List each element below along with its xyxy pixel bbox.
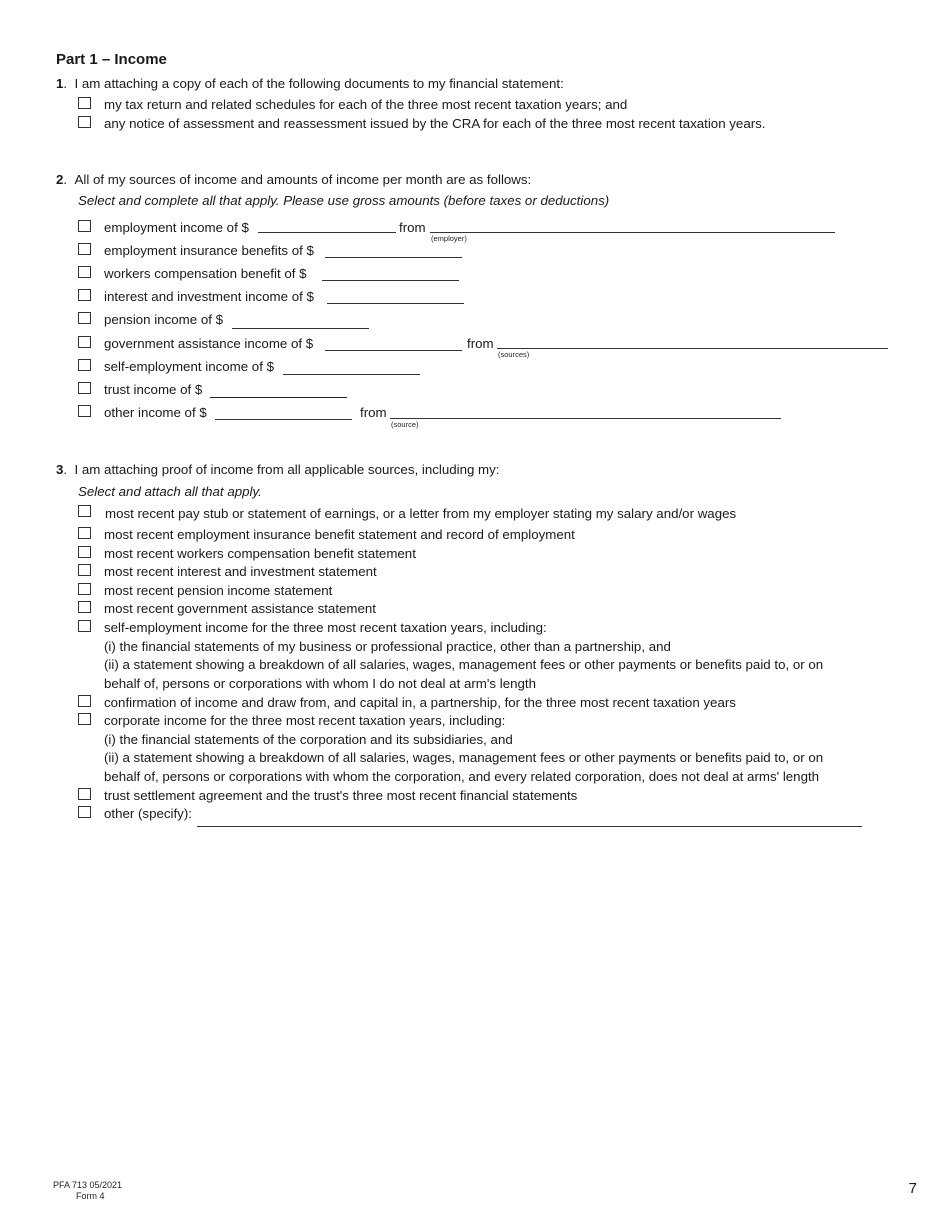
question-1: 1. I am attaching a copy of each of the following documents to my financial statement: bbox=[56, 76, 564, 91]
checkbox-workers-compensation[interactable] bbox=[78, 266, 91, 278]
checkbox-self-employment-income[interactable] bbox=[78, 359, 91, 371]
question-number: 1 bbox=[56, 76, 64, 91]
option-label: other (specify): bbox=[104, 806, 192, 821]
checkbox-government-assistance[interactable] bbox=[78, 336, 91, 348]
checkbox-trust-settlement[interactable] bbox=[78, 788, 91, 800]
sub-item: (ii) a statement showing a breakdown of all salaries, wages, management fees or other payments or benefits paid to, or on bbox=[104, 657, 824, 672]
employment-insurance-amount-field[interactable] bbox=[325, 257, 462, 258]
other-income-amount-field[interactable] bbox=[215, 419, 352, 420]
income-label: trust income of $ bbox=[104, 382, 203, 397]
income-label: interest and investment income of $ bbox=[104, 289, 314, 304]
from-label: from bbox=[467, 336, 494, 351]
page-number: 7 bbox=[908, 1180, 917, 1197]
checkbox-workers-comp-statement[interactable] bbox=[78, 546, 91, 558]
question-text: All of my sources of income and amounts of income per month are as follows: bbox=[74, 172, 532, 187]
sub-item: (ii) a statement showing a breakdown of all salaries, wages, management fees or other payments or benefits paid to, or on bbox=[104, 750, 824, 765]
option-label: any notice of assessment and reassessment issued by the CRA for each of the three most recent taxation years. bbox=[104, 116, 766, 131]
sub-item: (i) the financial statements of my business or professional practice, other than a partnership, and bbox=[104, 639, 671, 654]
checkbox-pay-stub[interactable] bbox=[78, 505, 91, 517]
option-label: most recent pension income statement bbox=[104, 583, 333, 598]
option-label: confirmation of income and draw from, and capital in, a partnership, for the three most recent taxation years bbox=[104, 695, 736, 710]
employer-field[interactable] bbox=[430, 232, 835, 233]
option-label: self-employment income for the three most recent taxation years, including: bbox=[104, 620, 547, 635]
checkbox-other-income[interactable] bbox=[78, 405, 91, 417]
instruction-text: Select and complete all that apply. Please use gross amounts (before taxes or deductions) bbox=[78, 193, 610, 208]
income-label: self-employment income of $ bbox=[104, 359, 274, 374]
checkbox-interest-investment[interactable] bbox=[78, 289, 91, 301]
question-number: 3 bbox=[56, 462, 64, 477]
checkbox-other-specify[interactable] bbox=[78, 806, 91, 818]
source-field[interactable] bbox=[390, 418, 781, 419]
workers-compensation-amount-field[interactable] bbox=[322, 280, 459, 281]
question-number: 2 bbox=[56, 172, 64, 187]
question-2: 2. All of my sources of income and amounts of income per month are as follows: bbox=[56, 172, 532, 187]
option-label: most recent interest and investment statement bbox=[104, 564, 377, 579]
field-caption: (source) bbox=[391, 420, 419, 429]
income-label: pension income of $ bbox=[104, 312, 224, 327]
sources-field[interactable] bbox=[497, 348, 888, 349]
checkbox-employment-insurance[interactable] bbox=[78, 243, 91, 255]
checkbox-partnership-confirmation[interactable] bbox=[78, 695, 91, 707]
question-3: 3. I am attaching proof of income from all applicable sources, including my: bbox=[56, 462, 500, 477]
checkbox-corporate-income[interactable] bbox=[78, 713, 91, 725]
option-label: most recent workers compensation benefit statement bbox=[104, 546, 416, 561]
checkbox-government-assistance-statement[interactable] bbox=[78, 601, 91, 613]
option-label: trust settlement agreement and the trust's three most recent financial statements bbox=[104, 788, 578, 803]
pension-income-amount-field[interactable] bbox=[232, 328, 369, 329]
sub-item: (i) the financial statements of the corporation and its subsidiaries, and bbox=[104, 732, 513, 747]
from-label: from bbox=[399, 220, 426, 235]
option-label: most recent employment insurance benefit statement and record of employment bbox=[104, 527, 575, 542]
part-title: Part 1 – Income bbox=[56, 51, 167, 68]
checkbox-interest-statement[interactable] bbox=[78, 564, 91, 576]
income-label: government assistance income of $ bbox=[104, 336, 314, 351]
checkbox-pension-statement[interactable] bbox=[78, 583, 91, 595]
other-specify-field[interactable] bbox=[197, 826, 862, 827]
checkbox-ei-statement[interactable] bbox=[78, 527, 91, 539]
checkbox-notice-of-assessment[interactable] bbox=[78, 116, 91, 128]
interest-investment-amount-field[interactable] bbox=[327, 303, 464, 304]
employment-income-amount-field[interactable] bbox=[258, 232, 396, 233]
from-label: from bbox=[360, 405, 387, 420]
option-label: my tax return and related schedules for each of the three most recent taxation years; and bbox=[104, 97, 628, 112]
government-assistance-amount-field[interactable] bbox=[325, 350, 462, 351]
question-text: I am attaching proof of income from all applicable sources, including my: bbox=[74, 462, 500, 477]
sub-item: behalf of, persons or corporations with whom the corporation, and every related corporation, does not deal at arms' length bbox=[104, 769, 820, 784]
checkbox-self-employment-proof[interactable] bbox=[78, 620, 91, 632]
field-caption: (employer) bbox=[431, 234, 467, 243]
sub-item: behalf of, persons or corporations with whom I do not deal at arm's length bbox=[104, 676, 536, 691]
option-label: most recent government assistance statement bbox=[104, 601, 376, 616]
form-code: PFA 713 05/2021 bbox=[53, 1180, 123, 1190]
income-label: employment income of $ bbox=[104, 220, 249, 235]
trust-income-amount-field[interactable] bbox=[210, 397, 347, 398]
self-employment-amount-field[interactable] bbox=[283, 374, 420, 375]
form-name: Form 4 bbox=[76, 1191, 105, 1201]
income-label: workers compensation benefit of $ bbox=[104, 266, 307, 281]
field-caption: (sources) bbox=[498, 350, 530, 359]
income-label: employment insurance benefits of $ bbox=[104, 243, 314, 258]
option-label: most recent pay stub or statement of earnings, or a letter from my employer stating my salary and/or wages bbox=[105, 506, 737, 521]
checkbox-tax-return[interactable] bbox=[78, 97, 91, 109]
checkbox-trust-income[interactable] bbox=[78, 382, 91, 394]
checkbox-pension-income[interactable] bbox=[78, 312, 91, 324]
option-label: corporate income for the three most recent taxation years, including: bbox=[104, 713, 506, 728]
instruction-text: Select and attach all that apply. bbox=[78, 484, 262, 499]
checkbox-employment-income[interactable] bbox=[78, 220, 91, 232]
question-text: I am attaching a copy of each of the following documents to my financial statement: bbox=[74, 76, 564, 91]
income-label: other income of $ bbox=[104, 405, 207, 420]
